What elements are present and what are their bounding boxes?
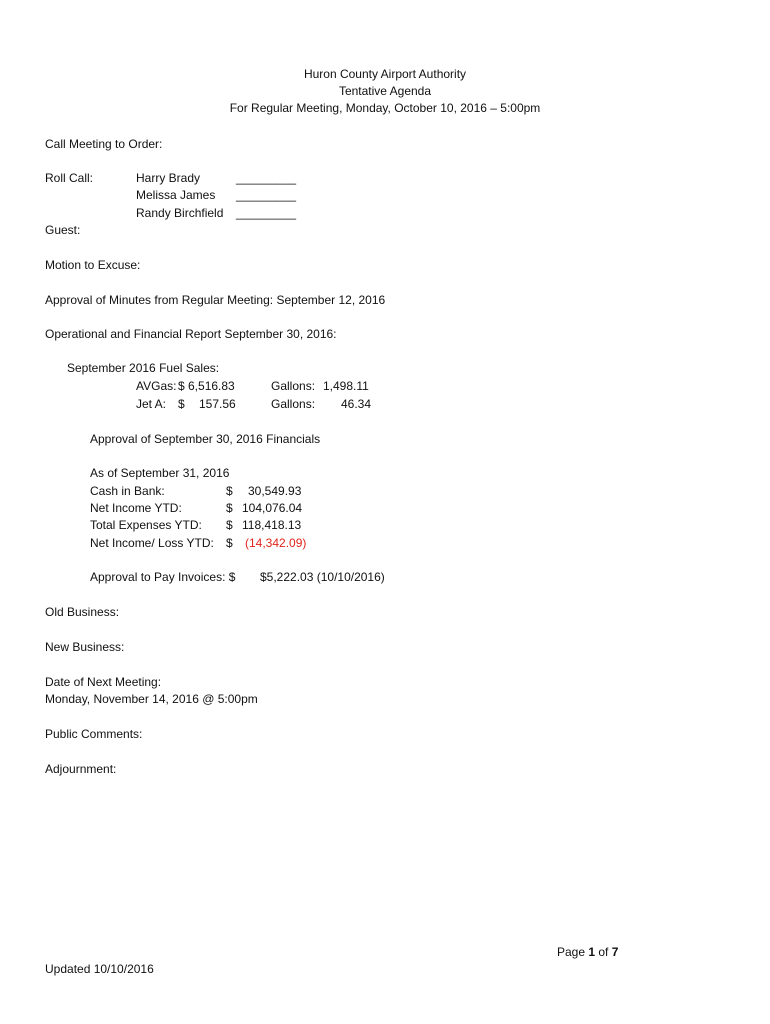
roll-call-label: Roll Call: (45, 171, 94, 185)
financial-dollar: $ (226, 484, 233, 498)
jeta-label: Jet A: (136, 397, 167, 411)
page-number: Page 1 of 7 (557, 945, 619, 959)
financial-dollar: $ (226, 501, 233, 515)
roll-call-member-name: Melissa James (136, 188, 216, 202)
financial-label: Cash in Bank: (90, 484, 165, 498)
updated-date: Updated 10/10/2016 (45, 962, 154, 976)
next-meeting-label: Date of Next Meeting: (45, 675, 162, 689)
financial-dollar: $ (226, 536, 233, 550)
net-loss-value: (14,342.09) (245, 536, 307, 550)
financial-value: 118,418.13 (242, 518, 302, 532)
invoices-value: $5,222.03 (10/10/2016) (260, 570, 385, 584)
old-business: Old Business: (45, 605, 120, 619)
next-meeting-date: Monday, November 14, 2016 @ 5:00pm (45, 692, 258, 706)
avgas-amount: $ 6,516.83 (178, 379, 235, 393)
financial-label: Net Income YTD: (90, 501, 182, 515)
financial-label: Total Expenses YTD: (90, 518, 202, 532)
fuel-sales-title: September 2016 Fuel Sales: (67, 361, 220, 375)
roll-call-signature-line: _________ (236, 171, 297, 185)
jeta-dollar: $ (178, 397, 185, 411)
avgas-gallons: 1,498.11 (323, 379, 369, 393)
jeta-gallons-label: Gallons: (271, 397, 316, 411)
approval-minutes: Approval of Minutes from Regular Meeting: September 12, 2016 (45, 293, 386, 307)
financial-value: 104,076.04 (242, 501, 303, 515)
agenda-subtitle: Tentative Agenda (338, 84, 432, 98)
roll-call-member-name: Randy Birchfield (136, 206, 224, 220)
motion-to-excuse: Motion to Excuse: (45, 258, 141, 272)
org-title: Huron County Airport Authority (303, 67, 467, 81)
adjournment: Adjournment: (45, 762, 117, 776)
financial-label: Net Income/ Loss YTD: (90, 536, 214, 550)
roll-call-signature-line: _________ (236, 206, 297, 220)
call-to-order: Call Meeting to Order: (45, 137, 163, 151)
avgas-gallons-label: Gallons: (271, 379, 316, 393)
operational-report: Operational and Financial Report September 30, 2016: (45, 327, 337, 341)
avgas-label: AVGas: (136, 379, 177, 393)
roll-call-member-name: Harry Brady (136, 171, 201, 185)
jeta-amount: 157.56 (199, 397, 236, 411)
approval-financials: Approval of September 30, 2016 Financials (90, 432, 321, 446)
new-business: New Business: (45, 640, 125, 654)
financial-value: 30,549.93 (248, 484, 302, 498)
public-comments: Public Comments: (45, 727, 143, 741)
guest-label: Guest: (45, 223, 81, 237)
roll-call-signature-line: _________ (236, 188, 297, 202)
jeta-gallons: 46.34 (341, 397, 372, 411)
financial-dollar: $ (226, 518, 233, 532)
financials-as-of: As of September 31, 2016 (90, 466, 230, 480)
meeting-line: For Regular Meeting, Monday, October 10, 2016 – 5:00pm (229, 101, 541, 115)
invoices-label: Approval to Pay Invoices: $ (90, 570, 236, 584)
